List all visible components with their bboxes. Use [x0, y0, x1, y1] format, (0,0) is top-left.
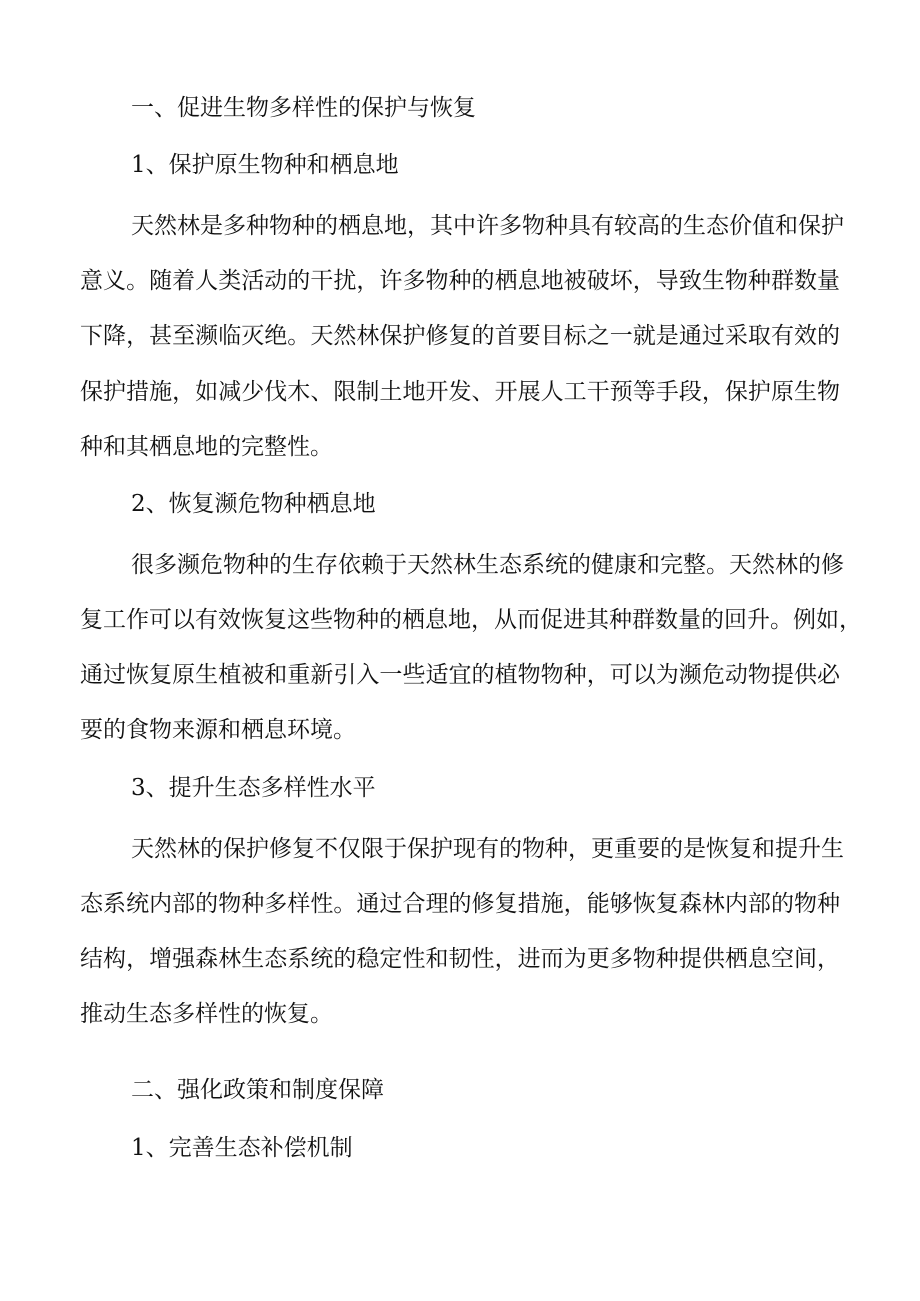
paragraph-line: 保护措施，如减少伐木、限制土地开发、开展人工干预等手段，保护原生物 [80, 379, 840, 405]
paragraph-line: 天然林的保护修复不仅限于保护现有的物种，更重要的是恢复和提升生 [131, 836, 844, 862]
subsection-heading: 1、保护原生物种和栖息地 [131, 152, 399, 178]
paragraph-line: 很多濒危物种的生存依赖于天然林生态系统的健康和完整。天然林的修 [131, 552, 844, 578]
paragraph-line: 种和其栖息地的完整性。 [80, 434, 333, 460]
subsection-heading: 2、恢复濒危物种栖息地 [131, 491, 376, 517]
subsection-heading: 3、提升生态多样性水平 [131, 775, 376, 801]
paragraph-line: 复工作可以有效恢复这些物种的栖息地，从而促进其种群数量的回升。例如， [80, 607, 862, 633]
paragraph-line: 下降，甚至濒临灭绝。天然林保护修复的首要目标之一就是通过采取有效的 [80, 323, 840, 349]
paragraph-line: 态系统内部的物种多样性。通过合理的修复措施，能够恢复森林内部的物种 [80, 891, 840, 917]
paragraph-line: 意义。随着人类活动的干扰，许多物种的栖息地被破坏，导致生物种群数量 [80, 268, 840, 294]
paragraph-line: 结构，增强森林生态系统的稳定性和韧性，进而为更多物种提供栖息空间， [80, 946, 840, 972]
section-heading: 二、强化政策和制度保障 [131, 1077, 384, 1103]
subsection-heading: 1、完善生态补偿机制 [131, 1135, 353, 1161]
section-heading: 一、促进生物多样性的保护与恢复 [131, 95, 476, 121]
paragraph-line: 通过恢复原生植被和重新引入一些适宜的植物物种，可以为濒危动物提供必 [80, 662, 840, 688]
paragraph-line: 要的食物来源和栖息环境。 [80, 717, 356, 743]
paragraph-line: 推动生态多样性的恢复。 [80, 1001, 333, 1027]
paragraph-line: 天然林是多种物种的栖息地，其中许多物种具有较高的生态价值和保护 [131, 213, 844, 239]
